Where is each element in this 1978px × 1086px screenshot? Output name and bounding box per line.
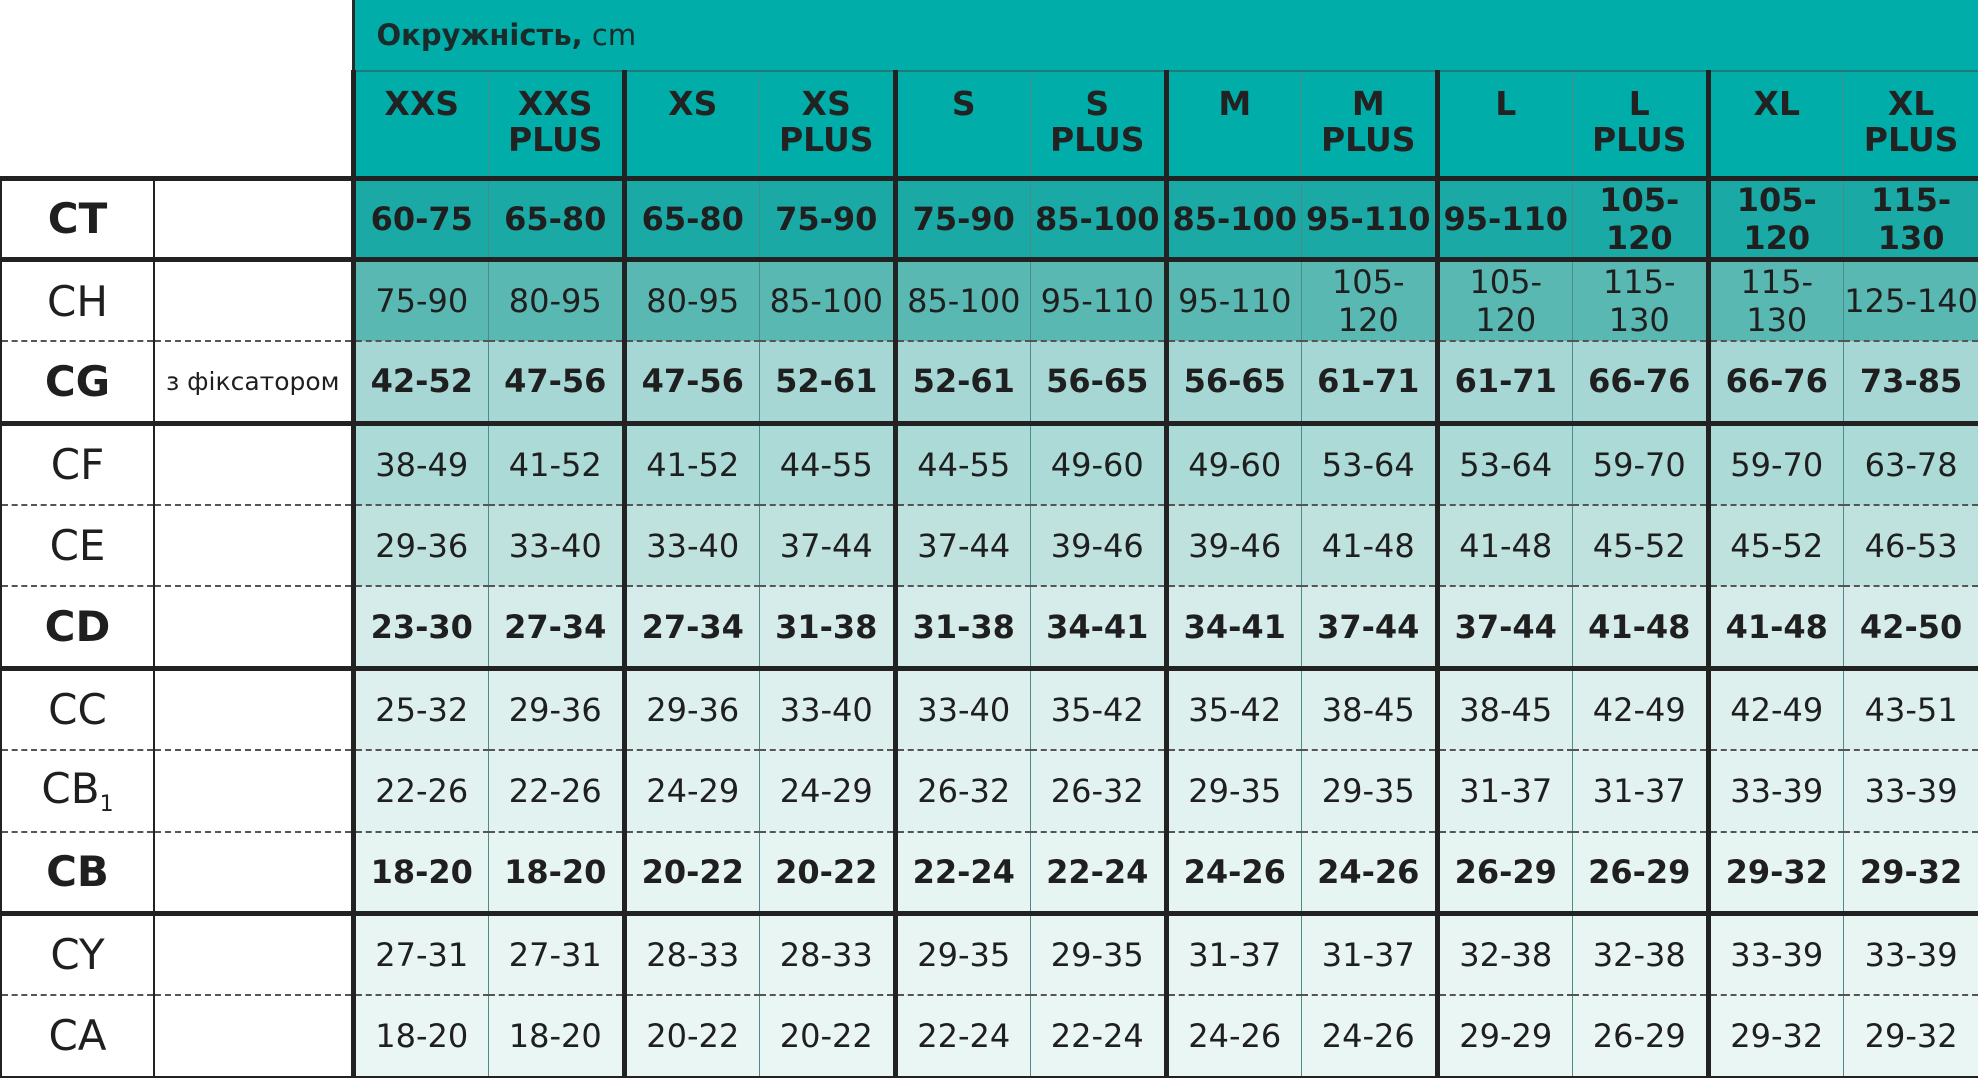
size-value-cell: 53-64 (1437, 423, 1573, 505)
measurement-code (1, 586, 154, 668)
size-value-cell: 41-52 (489, 423, 625, 505)
size-header-5 (1031, 71, 1167, 178)
table-row (1, 341, 1978, 423)
measurement-note (154, 586, 353, 668)
size-label: XL (1753, 84, 1800, 123)
measurement-note: з фіксатором (154, 341, 353, 423)
size-value-cell: 41-48 (1708, 586, 1844, 668)
size-value-cell: 24-26 (1166, 832, 1302, 914)
size-header-9 (1573, 71, 1709, 178)
size-value-cell: 75-90 (895, 178, 1031, 260)
measurement-note (154, 668, 353, 750)
size-value-cell: 24-29 (624, 750, 760, 832)
measurement-code-text: CA (48, 1011, 107, 1061)
size-value-cell: 49-60 (1166, 423, 1302, 505)
size-value-cell: 33-39 (1844, 913, 1978, 995)
size-value-cell: 20-22 (760, 832, 896, 914)
size-value-cell: 39-46 (1031, 505, 1167, 587)
size-label: XL (1887, 84, 1935, 123)
size-value-cell: 45-52 (1573, 505, 1709, 587)
size-value-cell: 115-130 (1844, 178, 1978, 260)
size-suffix-label: PLUS (1863, 120, 1959, 159)
size-suffix-label: PLUS (1591, 120, 1687, 159)
size-value-cell: 61-71 (1302, 341, 1438, 423)
size-value-cell: 22-24 (895, 832, 1031, 914)
size-value-cell: 38-45 (1437, 668, 1573, 750)
size-value-cell: 85-100 (1166, 178, 1302, 260)
size-value-cell: 44-55 (895, 423, 1031, 505)
size-header-1 (489, 71, 625, 178)
size-value-cell: 52-61 (895, 341, 1031, 423)
measurement-code (1, 423, 154, 505)
size-label: XXS (517, 84, 593, 123)
size-value-cell: 27-31 (489, 913, 625, 995)
size-label: L (1495, 84, 1517, 123)
size-value-cell: 29-32 (1708, 995, 1844, 1077)
size-value-cell: 41-52 (624, 423, 760, 505)
size-value-cell: 41-48 (1302, 505, 1438, 587)
size-value-cell: 29-35 (1302, 750, 1438, 832)
size-value-cell: 63-78 (1844, 423, 1978, 505)
size-value-cell: 37-44 (1302, 586, 1438, 668)
size-value-cell: 75-90 (353, 260, 489, 342)
size-value-cell: 22-26 (489, 750, 625, 832)
table-row (1, 668, 1978, 750)
size-value-cell: 29-35 (1031, 913, 1167, 995)
size-value-cell: 24-26 (1302, 995, 1438, 1077)
size-header-3 (760, 71, 896, 178)
size-value-cell: 41-48 (1437, 505, 1573, 587)
size-value-cell: 59-70 (1573, 423, 1709, 505)
size-value-cell: 85-100 (1031, 178, 1167, 260)
size-header-6 (1166, 71, 1302, 178)
size-value-cell: 47-56 (489, 341, 625, 423)
table-row (1, 913, 1978, 995)
size-value-cell: 42-49 (1708, 668, 1844, 750)
size-value-cell: 31-37 (1302, 913, 1438, 995)
size-value-cell: 66-76 (1708, 341, 1844, 423)
table-row (1, 260, 1978, 342)
size-value-cell: 29-35 (1166, 750, 1302, 832)
size-value-cell: 31-38 (760, 586, 896, 668)
measurement-code-text: CH (47, 276, 108, 326)
measurement-note (154, 505, 353, 587)
measurement-code-text: CY (50, 930, 105, 980)
size-value-cell: 33-40 (760, 668, 896, 750)
size-label: M (1351, 84, 1385, 123)
size-value-cell: 31-37 (1437, 750, 1573, 832)
size-value-cell: 35-42 (1031, 668, 1167, 750)
measurement-code (1, 341, 154, 423)
size-value-cell: 33-40 (489, 505, 625, 587)
size-value-cell: 39-46 (1166, 505, 1302, 587)
size-value-cell: 27-31 (353, 913, 489, 995)
size-suffix-label: PLUS (1049, 120, 1145, 159)
measurement-code-text: CT (47, 194, 108, 244)
table-row (1, 178, 1978, 260)
size-value-cell: 60-75 (353, 178, 489, 260)
size-value-cell: 37-44 (1437, 586, 1573, 668)
title-unit: cm (582, 18, 637, 52)
measurement-code-text: CD (44, 602, 111, 652)
size-label: XS (801, 84, 851, 123)
size-value-cell: 20-22 (760, 995, 896, 1077)
size-value-cell: 23-30 (353, 586, 489, 668)
size-value-cell: 34-41 (1166, 586, 1302, 668)
size-value-cell: 22-26 (353, 750, 489, 832)
measurement-code (1, 750, 154, 832)
size-value-cell: 29-32 (1844, 995, 1978, 1077)
measurement-code-text: CC (48, 685, 107, 735)
size-value-cell: 52-61 (760, 341, 896, 423)
measurement-code (1, 178, 154, 260)
size-value-cell: 20-22 (624, 832, 760, 914)
size-label: M (1218, 84, 1252, 123)
size-value-cell: 105-120 (1573, 178, 1709, 260)
size-value-cell: 105-120 (1437, 260, 1573, 342)
size-label: S (1085, 84, 1110, 123)
measurement-note (154, 913, 353, 995)
measurement-note (154, 423, 353, 505)
size-value-cell: 26-32 (1031, 750, 1167, 832)
size-value-cell: 31-37 (1573, 750, 1709, 832)
size-value-cell: 115-130 (1708, 260, 1844, 342)
size-value-cell: 29-29 (1437, 995, 1573, 1077)
table-row (1, 423, 1978, 505)
size-value-cell: 95-110 (1302, 178, 1438, 260)
size-header-2 (624, 71, 760, 178)
size-label: XXS (384, 84, 460, 123)
size-value-cell: 45-52 (1708, 505, 1844, 587)
size-value-cell: 26-32 (895, 750, 1031, 832)
size-value-cell: 18-20 (353, 995, 489, 1077)
size-value-cell: 24-26 (1166, 995, 1302, 1077)
size-value-cell: 34-41 (1031, 586, 1167, 668)
size-value-cell: 125-140 (1844, 260, 1978, 342)
size-value-cell: 49-60 (1031, 423, 1167, 505)
size-header-7 (1302, 71, 1438, 178)
header-spacer (1, 0, 353, 71)
size-value-cell: 20-22 (624, 995, 760, 1077)
size-value-cell: 29-36 (353, 505, 489, 587)
measurement-code-text: CB (46, 847, 109, 897)
size-value-cell: 38-49 (353, 423, 489, 505)
measurement-code (1, 832, 154, 914)
size-header-8 (1437, 71, 1573, 178)
size-header-0 (353, 71, 489, 178)
size-value-cell: 35-42 (1166, 668, 1302, 750)
size-value-cell: 38-45 (1302, 668, 1438, 750)
size-value-cell: 26-29 (1437, 832, 1573, 914)
size-label: XS (668, 84, 718, 123)
size-value-cell: 33-39 (1708, 913, 1844, 995)
table-title (353, 0, 1978, 71)
measurement-code (1, 995, 154, 1077)
measurement-code (1, 913, 154, 995)
size-value-cell: 25-32 (353, 668, 489, 750)
size-value-cell: 85-100 (760, 260, 896, 342)
size-value-cell: 24-29 (760, 750, 896, 832)
size-value-cell: 105-120 (1302, 260, 1438, 342)
size-value-cell: 65-80 (624, 178, 760, 260)
size-value-cell: 22-24 (895, 995, 1031, 1077)
size-value-cell: 24-26 (1302, 832, 1438, 914)
size-value-cell: 53-64 (1302, 423, 1438, 505)
size-label: S (951, 84, 976, 123)
size-value-cell: 26-29 (1573, 995, 1709, 1077)
size-value-cell: 33-40 (895, 668, 1031, 750)
measurement-code-text: CE (49, 521, 106, 571)
size-value-cell: 33-39 (1844, 750, 1978, 832)
size-value-cell: 18-20 (353, 832, 489, 914)
size-value-cell: 29-32 (1844, 832, 1978, 914)
measurement-code-subscript: 1 (99, 792, 114, 818)
size-value-cell: 28-33 (760, 913, 896, 995)
measurement-code (1, 505, 154, 587)
size-suffix-label: PLUS (1320, 120, 1416, 159)
measurement-note (154, 260, 353, 342)
measurement-code (1, 260, 154, 342)
size-header-10 (1708, 71, 1844, 178)
size-value-cell: 33-40 (624, 505, 760, 587)
size-value-cell: 37-44 (895, 505, 1031, 587)
size-value-cell: 80-95 (624, 260, 760, 342)
size-value-cell: 66-76 (1573, 341, 1709, 423)
size-value-cell: 32-38 (1437, 913, 1573, 995)
size-value-cell: 46-53 (1844, 505, 1978, 587)
measurement-note (154, 750, 353, 832)
size-value-cell: 43-51 (1844, 668, 1978, 750)
size-value-cell: 22-24 (1031, 995, 1167, 1077)
size-value-cell: 61-71 (1437, 341, 1573, 423)
size-value-cell: 95-110 (1031, 260, 1167, 342)
size-header-11 (1844, 71, 1978, 178)
measurement-code (1, 668, 154, 750)
size-value-cell: 44-55 (760, 423, 896, 505)
size-value-cell: 18-20 (489, 832, 625, 914)
table-row (1, 750, 1978, 832)
size-suffix-label: PLUS (778, 120, 874, 159)
size-value-cell: 47-56 (624, 341, 760, 423)
size-value-cell: 28-33 (624, 913, 760, 995)
size-value-cell: 95-110 (1437, 178, 1573, 260)
measurement-code-text: CF (50, 440, 105, 490)
size-value-cell: 22-24 (1031, 832, 1167, 914)
size-value-cell: 37-44 (760, 505, 896, 587)
title-label: Окружність, (376, 18, 583, 52)
size-value-cell: 42-52 (353, 341, 489, 423)
size-value-cell: 80-95 (489, 260, 625, 342)
size-value-cell: 18-20 (489, 995, 625, 1077)
size-value-cell: 56-65 (1166, 341, 1302, 423)
table-row (1, 586, 1978, 668)
measurement-code-text: CB (41, 764, 100, 814)
size-header-4 (895, 71, 1031, 178)
size-value-cell: 31-38 (895, 586, 1031, 668)
table-row (1, 832, 1978, 914)
size-value-cell: 59-70 (1708, 423, 1844, 505)
header-spacer (1, 71, 353, 178)
size-value-cell: 105-120 (1708, 178, 1844, 260)
size-value-cell: 75-90 (760, 178, 896, 260)
measurement-note (154, 832, 353, 914)
table-row (1, 505, 1978, 587)
size-label: L (1628, 84, 1650, 123)
measurement-note (154, 178, 353, 260)
measurement-code-text: CG (44, 356, 111, 406)
size-value-cell: 85-100 (895, 260, 1031, 342)
size-suffix-label: PLUS (507, 120, 603, 159)
size-value-cell: 31-37 (1166, 913, 1302, 995)
size-value-cell: 33-39 (1708, 750, 1844, 832)
size-value-cell: 42-49 (1573, 668, 1709, 750)
size-value-cell: 29-36 (489, 668, 625, 750)
size-value-cell: 41-48 (1573, 586, 1709, 668)
size-value-cell: 56-65 (1031, 341, 1167, 423)
table-row (1, 995, 1978, 1077)
size-value-cell: 27-34 (489, 586, 625, 668)
size-value-cell: 115-130 (1573, 260, 1709, 342)
size-value-cell: 65-80 (489, 178, 625, 260)
size-value-cell: 73-85 (1844, 341, 1978, 423)
size-value-cell: 27-34 (624, 586, 760, 668)
size-value-cell: 32-38 (1573, 913, 1709, 995)
size-value-cell: 29-36 (624, 668, 760, 750)
size-value-cell: 95-110 (1166, 260, 1302, 342)
size-value-cell: 29-35 (895, 913, 1031, 995)
size-value-cell: 29-32 (1708, 832, 1844, 914)
size-value-cell: 42-50 (1844, 586, 1978, 668)
size-value-cell: 26-29 (1573, 832, 1709, 914)
measurement-note (154, 995, 353, 1077)
